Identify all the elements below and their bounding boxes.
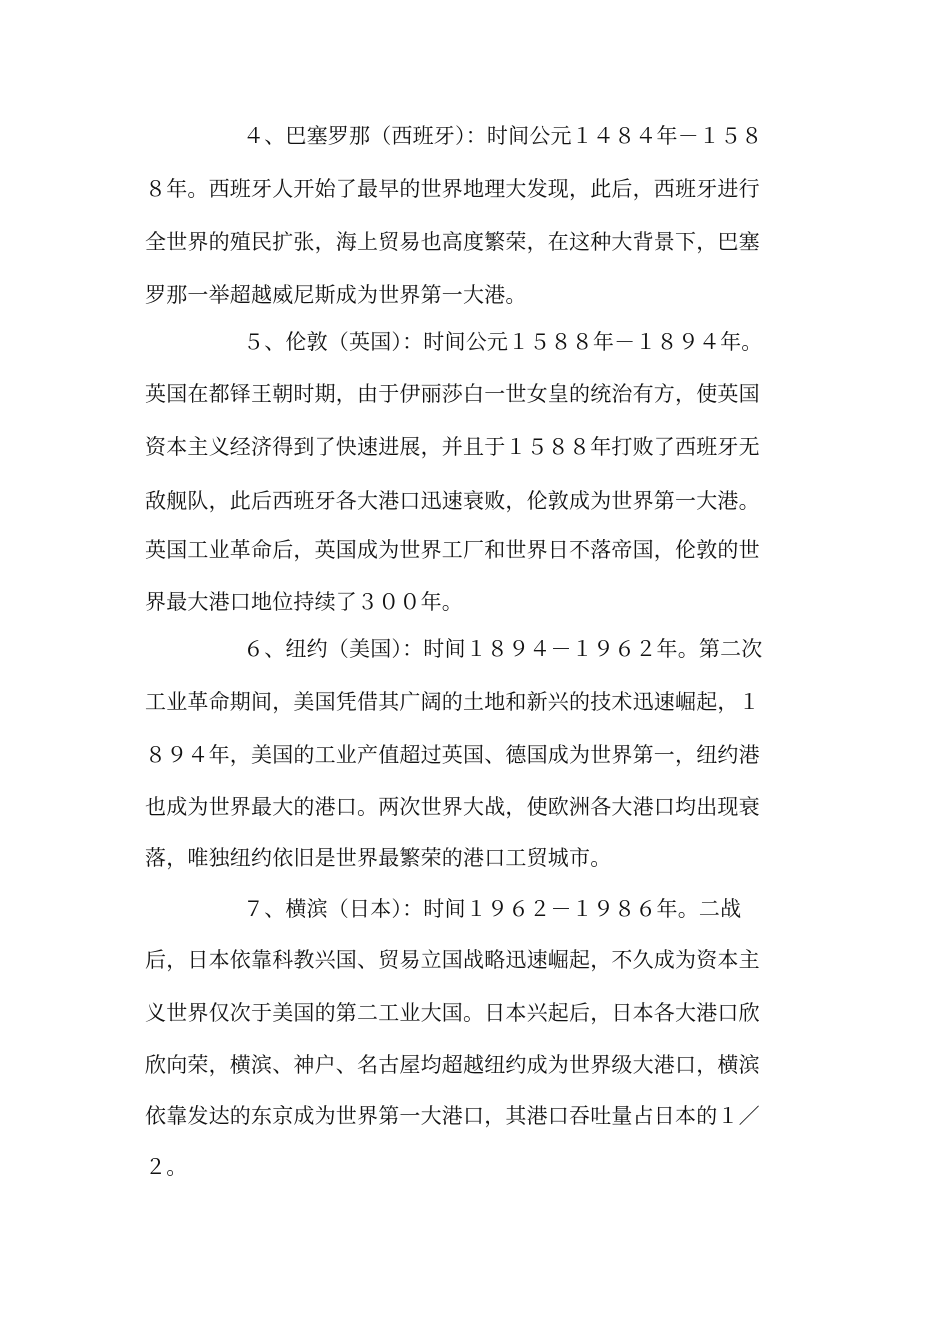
paragraph-4-line-3: 全世界的殖民扩张，海上贸易也高度繁荣，在这种大背景下，巴塞 xyxy=(145,230,760,254)
paragraph-5-line-5: 英国工业革命后，英国成为世界工厂和世界日不落帝国，伦敦的世 xyxy=(145,538,760,562)
paragraph-6-line-1: ６、纽约（美国）：时间１８９４－１９６２年。第二次 xyxy=(243,637,763,661)
paragraph-6-line-3: ８９４年，美国的工业产值超过英国、德国成为世界第一，纽约港 xyxy=(145,743,760,767)
paragraph-7-line-6: ２。 xyxy=(145,1155,188,1179)
paragraph-7-line-4: 欣向荣，横滨、神户、名古屋均超越纽约成为世界级大港口，横滨 xyxy=(145,1053,760,1077)
paragraph-7-line-3: 义世界仅次于美国的第二工业大国。日本兴起后，日本各大港口欣 xyxy=(145,1001,760,1025)
paragraph-5-line-1: ５、伦敦（英国）：时间公元１５８８年－１８９４年。 xyxy=(243,330,763,354)
paragraph-6-line-4: 也成为世界最大的港口。两次世界大战，使欧洲各大港口均出现衰 xyxy=(145,795,760,819)
paragraph-4-line-4: 罗那一举超越威尼斯成为世界第一大港。 xyxy=(145,283,527,307)
paragraph-6-line-2: 工业革命期间，美国凭借其广阔的土地和新兴的技术迅速崛起，１ xyxy=(145,690,760,714)
paragraph-7-line-1: ７、横滨（日本）：时间１９６２－１９８６年。二战 xyxy=(243,897,742,921)
paragraph-7-line-2: 后，日本依靠科教兴国、贸易立国战略迅速崛起，不久成为资本主 xyxy=(145,948,760,972)
paragraph-5-line-3: 资本主义经济得到了快速进展，并且于１５８８年打败了西班牙无 xyxy=(145,435,760,459)
paragraph-5-line-4: 敌舰队，此后西班牙各大港口迅速衰败，伦敦成为世界第一大港。 xyxy=(145,489,760,513)
paragraph-4-line-1: ４、巴塞罗那（西班牙）：时间公元１４８４年－１５８ xyxy=(243,124,763,148)
paragraph-5-line-6: 界最大港口地位持续了３００年。 xyxy=(145,590,463,614)
paragraph-6-line-5: 落，唯独纽约依旧是世界最繁荣的港口工贸城市。 xyxy=(145,846,612,870)
paragraph-7-line-5: 依靠发达的东京成为世界第一大港口，其港口吞吐量占日本的１／ xyxy=(145,1104,760,1128)
paragraph-5-line-2: 英国在都铎王朝时期，由于伊丽莎白一世女皇的统治有方，使英国 xyxy=(145,382,760,406)
paragraph-4-line-2: ８年。西班牙人开始了最早的世界地理大发现，此后，西班牙进行 xyxy=(145,177,760,201)
